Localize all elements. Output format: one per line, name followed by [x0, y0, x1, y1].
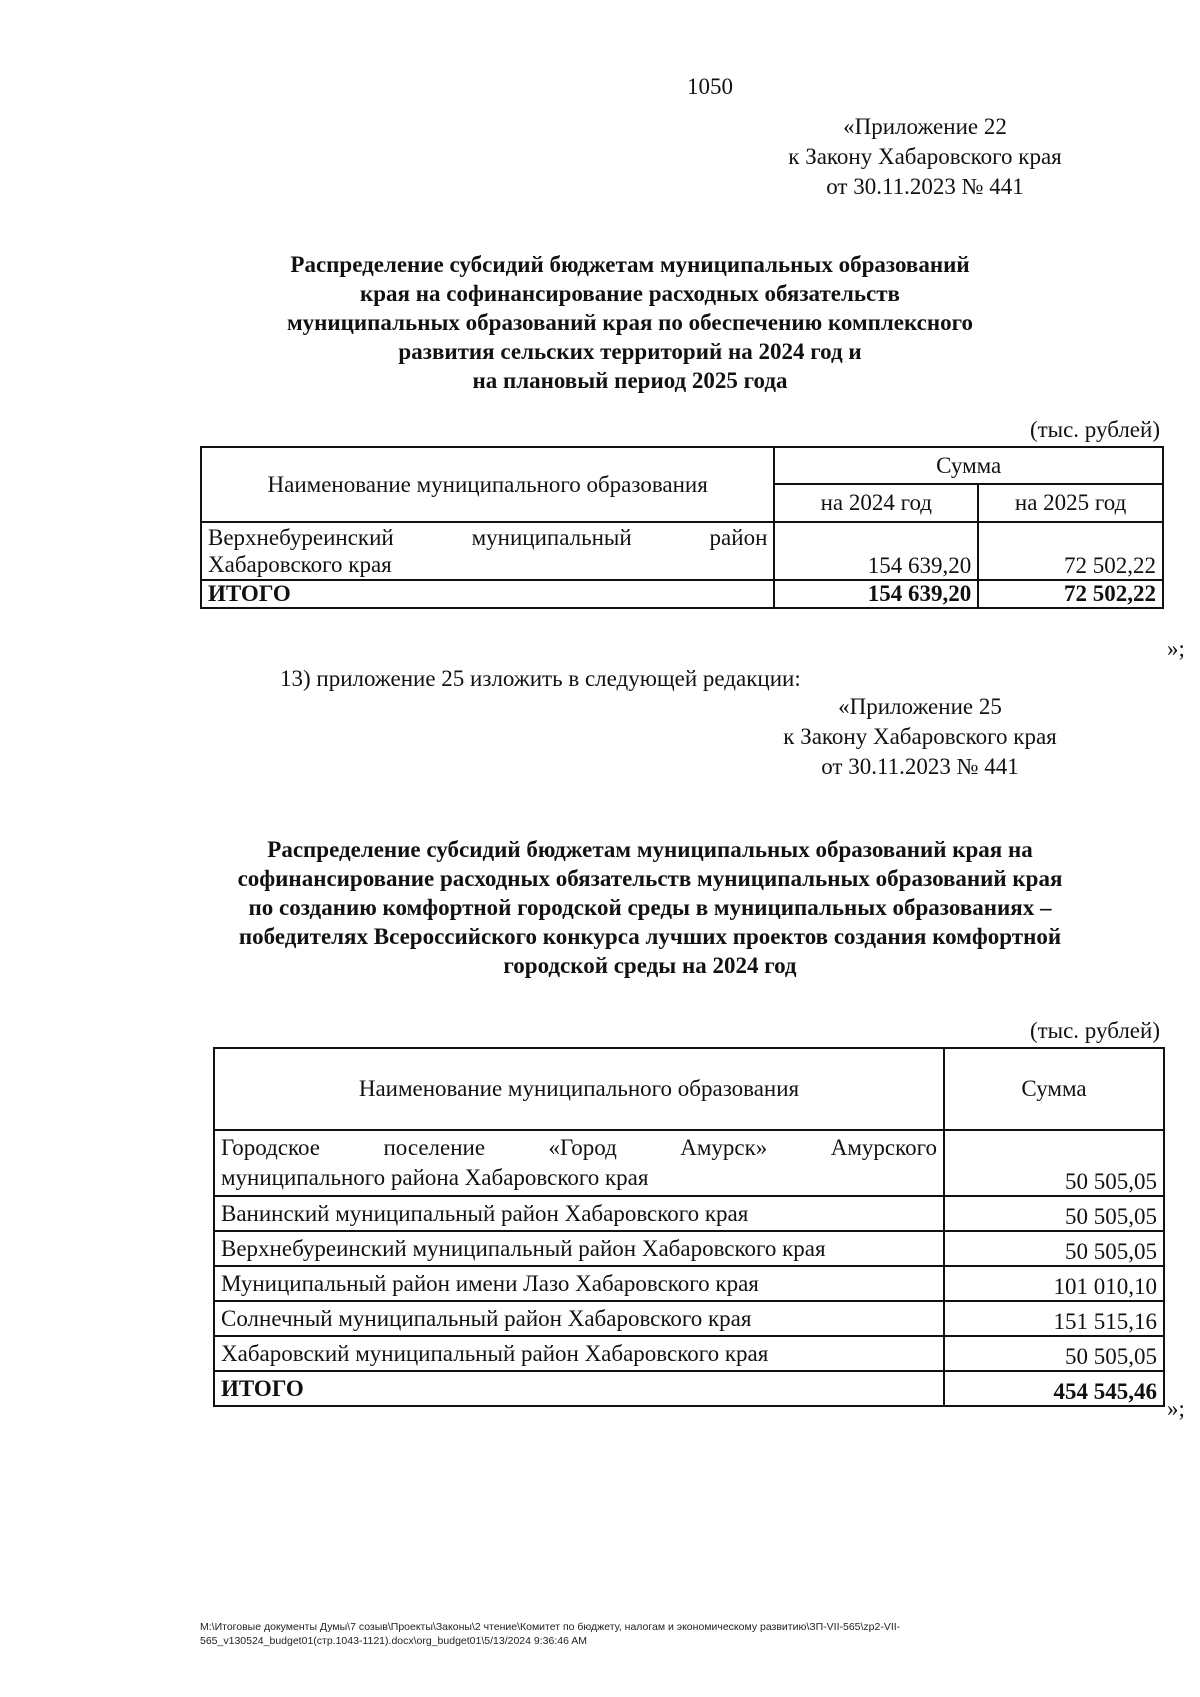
- row-name-line1: [208, 524, 767, 551]
- row-name-cell: [214, 1130, 944, 1196]
- header-year-2025: на 2025 год: [978, 484, 1163, 522]
- row-name-line1: [221, 1133, 937, 1163]
- table-row: [214, 1336, 1164, 1371]
- title-25-line: по созданию комфортной городской среды в муниципальных образованиях –: [248, 895, 1052, 920]
- row-name-line2: муниципального района Хабаровского края: [221, 1165, 649, 1190]
- total-row: [201, 580, 1163, 608]
- table-row: [214, 1266, 1164, 1301]
- annex-25-title: [150, 835, 1150, 980]
- row-value: 101 010,10: [944, 1266, 1164, 1301]
- row-word: Амурск»: [680, 1135, 768, 1160]
- row-value: 50 505,05: [944, 1130, 1164, 1196]
- row-word: поселение: [383, 1135, 486, 1160]
- row-name: Муниципальный район имени Лазо Хабаровского края: [214, 1266, 944, 1301]
- total-label-25: ИТОГО: [214, 1371, 944, 1406]
- table-row: [214, 1130, 1164, 1196]
- title-25-line: Распределение субсидий бюджетам муниципальных образований края на: [267, 837, 1033, 862]
- table-row: [201, 522, 1163, 580]
- table-annex-22: [200, 446, 1164, 609]
- row-value: 151 515,16: [944, 1301, 1164, 1336]
- row-word: Верхнебуреинский: [208, 525, 394, 550]
- title-22-line: на плановый период 2025 года: [472, 368, 788, 393]
- header-name-22: Наименование муниципального образования: [201, 447, 774, 522]
- title-25-line: победителях Всероссийского конкурса лучших проектов создания комфортной: [238, 924, 1062, 949]
- title-22-line: Распределение субсидий бюджетам муниципальных образований: [290, 252, 970, 277]
- annex-25-line2: к Закону Хабаровского края: [783, 724, 1057, 749]
- row-name: Солнечный муниципальный район Хабаровского края: [214, 1301, 944, 1336]
- annex-22-title: [130, 250, 1130, 395]
- row-word: Амурского: [830, 1135, 937, 1160]
- instruction-line: 13) приложение 25 изложить в следующей редакции:: [280, 666, 801, 691]
- title-25-line: городской среды на 2024 год: [503, 953, 797, 978]
- row-value: 50 505,05: [944, 1231, 1164, 1266]
- total-value-2025: 72 502,22: [978, 580, 1163, 608]
- row-value: 50 505,05: [944, 1196, 1164, 1231]
- annex-22-header: [760, 112, 1090, 202]
- footer-line2: 565_v130524_budget01(стр.1043-1121).docx\org_budget01\5/13/2024 9:36:46 AM: [200, 1635, 588, 1647]
- annex-22-line2: к Закону Хабаровского края: [788, 144, 1062, 169]
- row-word: район: [709, 525, 768, 550]
- row-name: Хабаровский муниципальный район Хабаровского края: [214, 1336, 944, 1371]
- header-sum-25: Сумма: [944, 1048, 1164, 1130]
- total-value-25: 454 545,46: [944, 1371, 1164, 1406]
- row-name: Ванинский муниципальный район Хабаровского края: [214, 1196, 944, 1231]
- row-name-cell: [201, 522, 774, 580]
- header-year-2024: на 2024 год: [774, 484, 978, 522]
- footer-file-path: [200, 1620, 1160, 1648]
- row-word: муниципальный: [471, 525, 632, 550]
- annex-22-line1: «Приложение 22: [843, 114, 1007, 139]
- total-value-2024: 154 639,20: [774, 580, 978, 608]
- closing-mark-22: »;: [1167, 636, 1185, 661]
- title-22-line: края на софинансирование расходных обязательств: [360, 281, 900, 306]
- closing-mark-25: »;: [1167, 1396, 1185, 1421]
- table-row: [214, 1196, 1164, 1231]
- row-name: Верхнебуреинский муниципальный район Хабаровского края: [214, 1231, 944, 1266]
- total-row: [214, 1371, 1164, 1406]
- title-22-line: муниципальных образований края по обеспечению комплексного: [287, 310, 973, 335]
- annex-25-header: [755, 692, 1085, 782]
- annex-25-line1: «Приложение 25: [838, 694, 1002, 719]
- title-22-line: развития сельских территорий на 2024 год и: [398, 339, 862, 364]
- total-label-22: ИТОГО: [201, 580, 774, 608]
- table-row: [214, 1231, 1164, 1266]
- header-name-25: Наименование муниципального образования: [214, 1048, 944, 1130]
- unit-label-25: (тыс. рублей): [1029, 1018, 1160, 1043]
- table-row: [214, 1301, 1164, 1336]
- header-sum-22: Сумма: [774, 447, 1163, 484]
- unit-label-22: (тыс. рублей): [1029, 417, 1160, 442]
- row-word: Городское: [221, 1135, 321, 1160]
- footer-line1: М:\Итоговые документы Думы\7 созыв\Проекты\Законы\2 чтение\Комитет по бюджету, налогам и экономическому развитию\ЗП-VII-565\zp2-VII-: [200, 1621, 901, 1633]
- annex-22-line3: от 30.11.2023 № 441: [826, 174, 1024, 199]
- row-value: 50 505,05: [944, 1336, 1164, 1371]
- page-number: 1050: [687, 74, 733, 99]
- row-value-2025: 72 502,22: [978, 522, 1163, 580]
- row-value-2024: 154 639,20: [774, 522, 978, 580]
- title-25-line: софинансирование расходных обязательств муниципальных образований края: [237, 866, 1063, 891]
- table-annex-25: [213, 1047, 1165, 1407]
- row-word: «Город: [548, 1135, 617, 1160]
- annex-25-line3: от 30.11.2023 № 441: [821, 754, 1019, 779]
- row-name-line2: Хабаровского края: [208, 552, 392, 577]
